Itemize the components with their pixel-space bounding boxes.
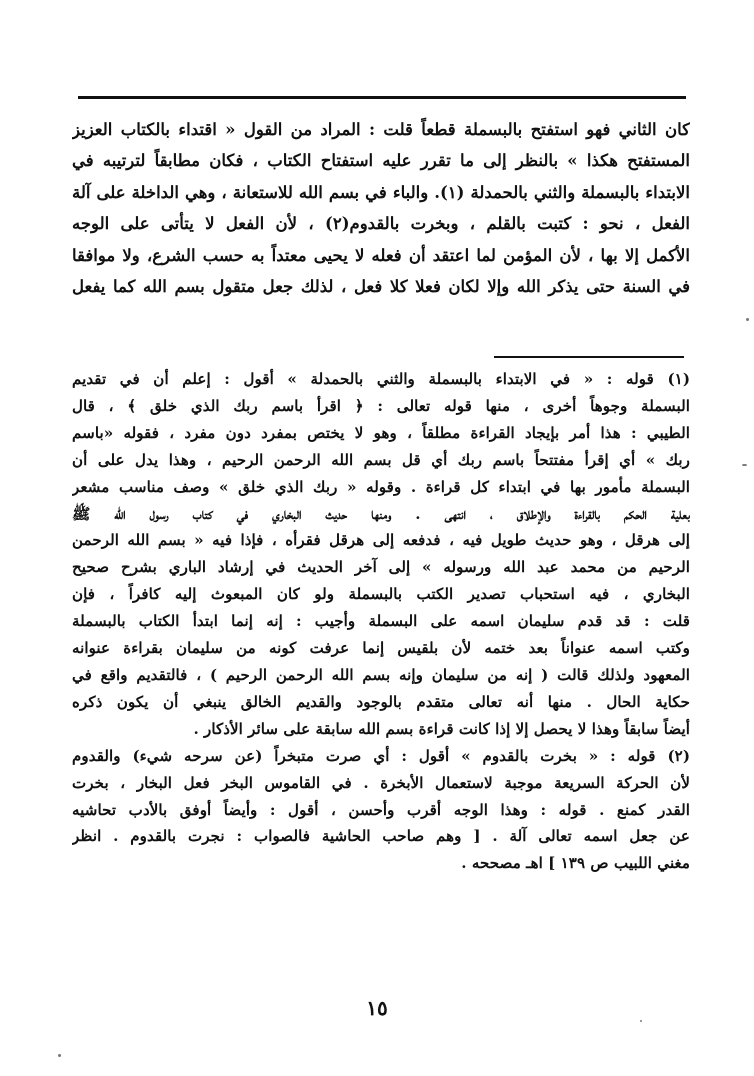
scan-speck <box>640 1020 642 1022</box>
main-text-line: الابتداء بالبسملة والثني بالحمدلة (١). والباء في بسم الله للاستعانة ، وهي الداخلة على آلة <box>72 182 690 202</box>
footnote-separator <box>494 356 684 358</box>
footnote-line: إلى هرقل ، وهو حديث طويل فيه ، فدفعه إلى هرقل فقرأه ، فإذا فيه « بسم الله الرحمن <box>72 531 690 550</box>
scan-speck <box>58 1054 61 1057</box>
footnote-line: البخاري ، فيه استحباب تصدير الكتب بالبسملة ولو كان المبعوث إليه كافراً ، فإن <box>72 585 690 604</box>
footnote-line: الطيبي : هذا أمر بإيجاد القراءة مطلقاً ، وهو لا يختص بمفرد دون مفرد ، فقوله «باسم <box>72 423 690 442</box>
footnote-line: (٢) قوله : « بخرت بالقدوم » أقول : أي صرت متبخراً (عن سرحه شيء) والقدوم <box>72 746 690 765</box>
footnote-line: حكاية الحال . منها أنه تعالى متقدم بالوجود والقديم الخالق ينبغي أن يكون ذكره <box>72 692 690 711</box>
top-rule <box>78 96 686 99</box>
footnote-line: البسملة وجوهاً أخرى ، منها قوله تعالى : ﴿ اقرأ باسم ربك الذي خلق ﴾ ، قال <box>72 396 690 415</box>
main-text-line: الأكمل إلا بها ، لأن المؤمن لما اعتقد أن فعله لا يحيى معتداً به حسب الشرع، ولا موافقا <box>72 245 690 265</box>
footnote-line: المعهود ولذلك قالت ( إنه من سليمان وإنه بسم الله الرحمن الرحيم ) ، فالتقديم واقع في <box>72 665 690 684</box>
footnote-line: القدر كمنع . قوله : وهذا الوجه أقرب وأحسن ، أقول : وأيضاً أوفق بالأدب تحاشيه <box>72 800 690 819</box>
footnote-line: مغني اللبيب ص ١٣٩ ] اهـ مصححه . <box>461 854 690 873</box>
footnote-line: ربك » أي إقرأ مفتتحاً باسم ربك أي قل بسم الله الرحمن الرحيم ، وهذا يدل على أن <box>72 450 690 469</box>
footnote-line: أيضاً سابقاً وهذا لا يحصل إلا إذا كانت قراءة بسم الله سابقة على سائر الأذكار . <box>193 719 690 738</box>
scan-speck <box>746 318 749 321</box>
footnote-line: بعلية الحكم بالقراءة والإطلاق ، انتهى . ومنها حديث البخاري في كتاب رسول الله ﷺ <box>72 504 690 523</box>
footnote-line: البسملة مأمور بها في ابتداء كل قراءة . وقوله « ربك الذي خلق » وصف مناسب مشعر <box>72 477 690 496</box>
page-number: ١٥ <box>366 996 388 1020</box>
footnote-line: (١) قوله : « في الابتداء بالبسملة والثني بالحمدلة » أقول : إعلم أن في تقديم <box>72 370 690 388</box>
main-text-line: الفعل ، نحو : كتبت بالقلم ، وبخرت بالقدوم(٢) ، لأن الفعل لا يتأتى على الوجه <box>72 214 690 234</box>
footnote-line: الرحيم من محمد عبد الله ورسوله » إلى آخر الحديث في إرشاد الباري بشرح صحيح <box>72 558 690 577</box>
main-text-line: المستفتح هكذا » بالنظر إلى ما تقرر عليه استفتاح الكتاب ، فكان مطابقاً لترتيبه في <box>72 151 690 171</box>
main-text <box>72 114 690 302</box>
footnote-line: قلت : قد قدم سليمان اسمه على البسملة وأجيب : إنه إنما ابتدأ الكتاب بالبسملة <box>72 612 690 631</box>
footnote-line: وكتب اسمه عنواناً بعد ختمه لأن بلقيس إنما عرفت كونه من سليمان بقراءة عنوانه <box>72 639 690 658</box>
footnote-line: عن جعل اسمه تعالى آلة . [ وهم صاحب الحاشية فالصواب : نجرت بالقدوم . انظر <box>72 827 690 846</box>
scan-speck <box>742 464 747 466</box>
main-text-line: كان الثاني فهو استفتح بالبسملة قطعاً قلت : المراد من القول « اقتداء بالكتاب العزيز <box>72 120 690 139</box>
footnotes <box>72 366 690 877</box>
footnote-line: لأن الحركة السريعة موجبة لاستعمال الأبخرة . في القاموس البخر فعل البخار ، بخرت <box>72 773 690 792</box>
main-text-line: في السنة حتى يذكر الله وإلا لكان فعلا كلا فعل ، لذلك جعل متقول بسم الله كما يفعل <box>72 277 690 297</box>
